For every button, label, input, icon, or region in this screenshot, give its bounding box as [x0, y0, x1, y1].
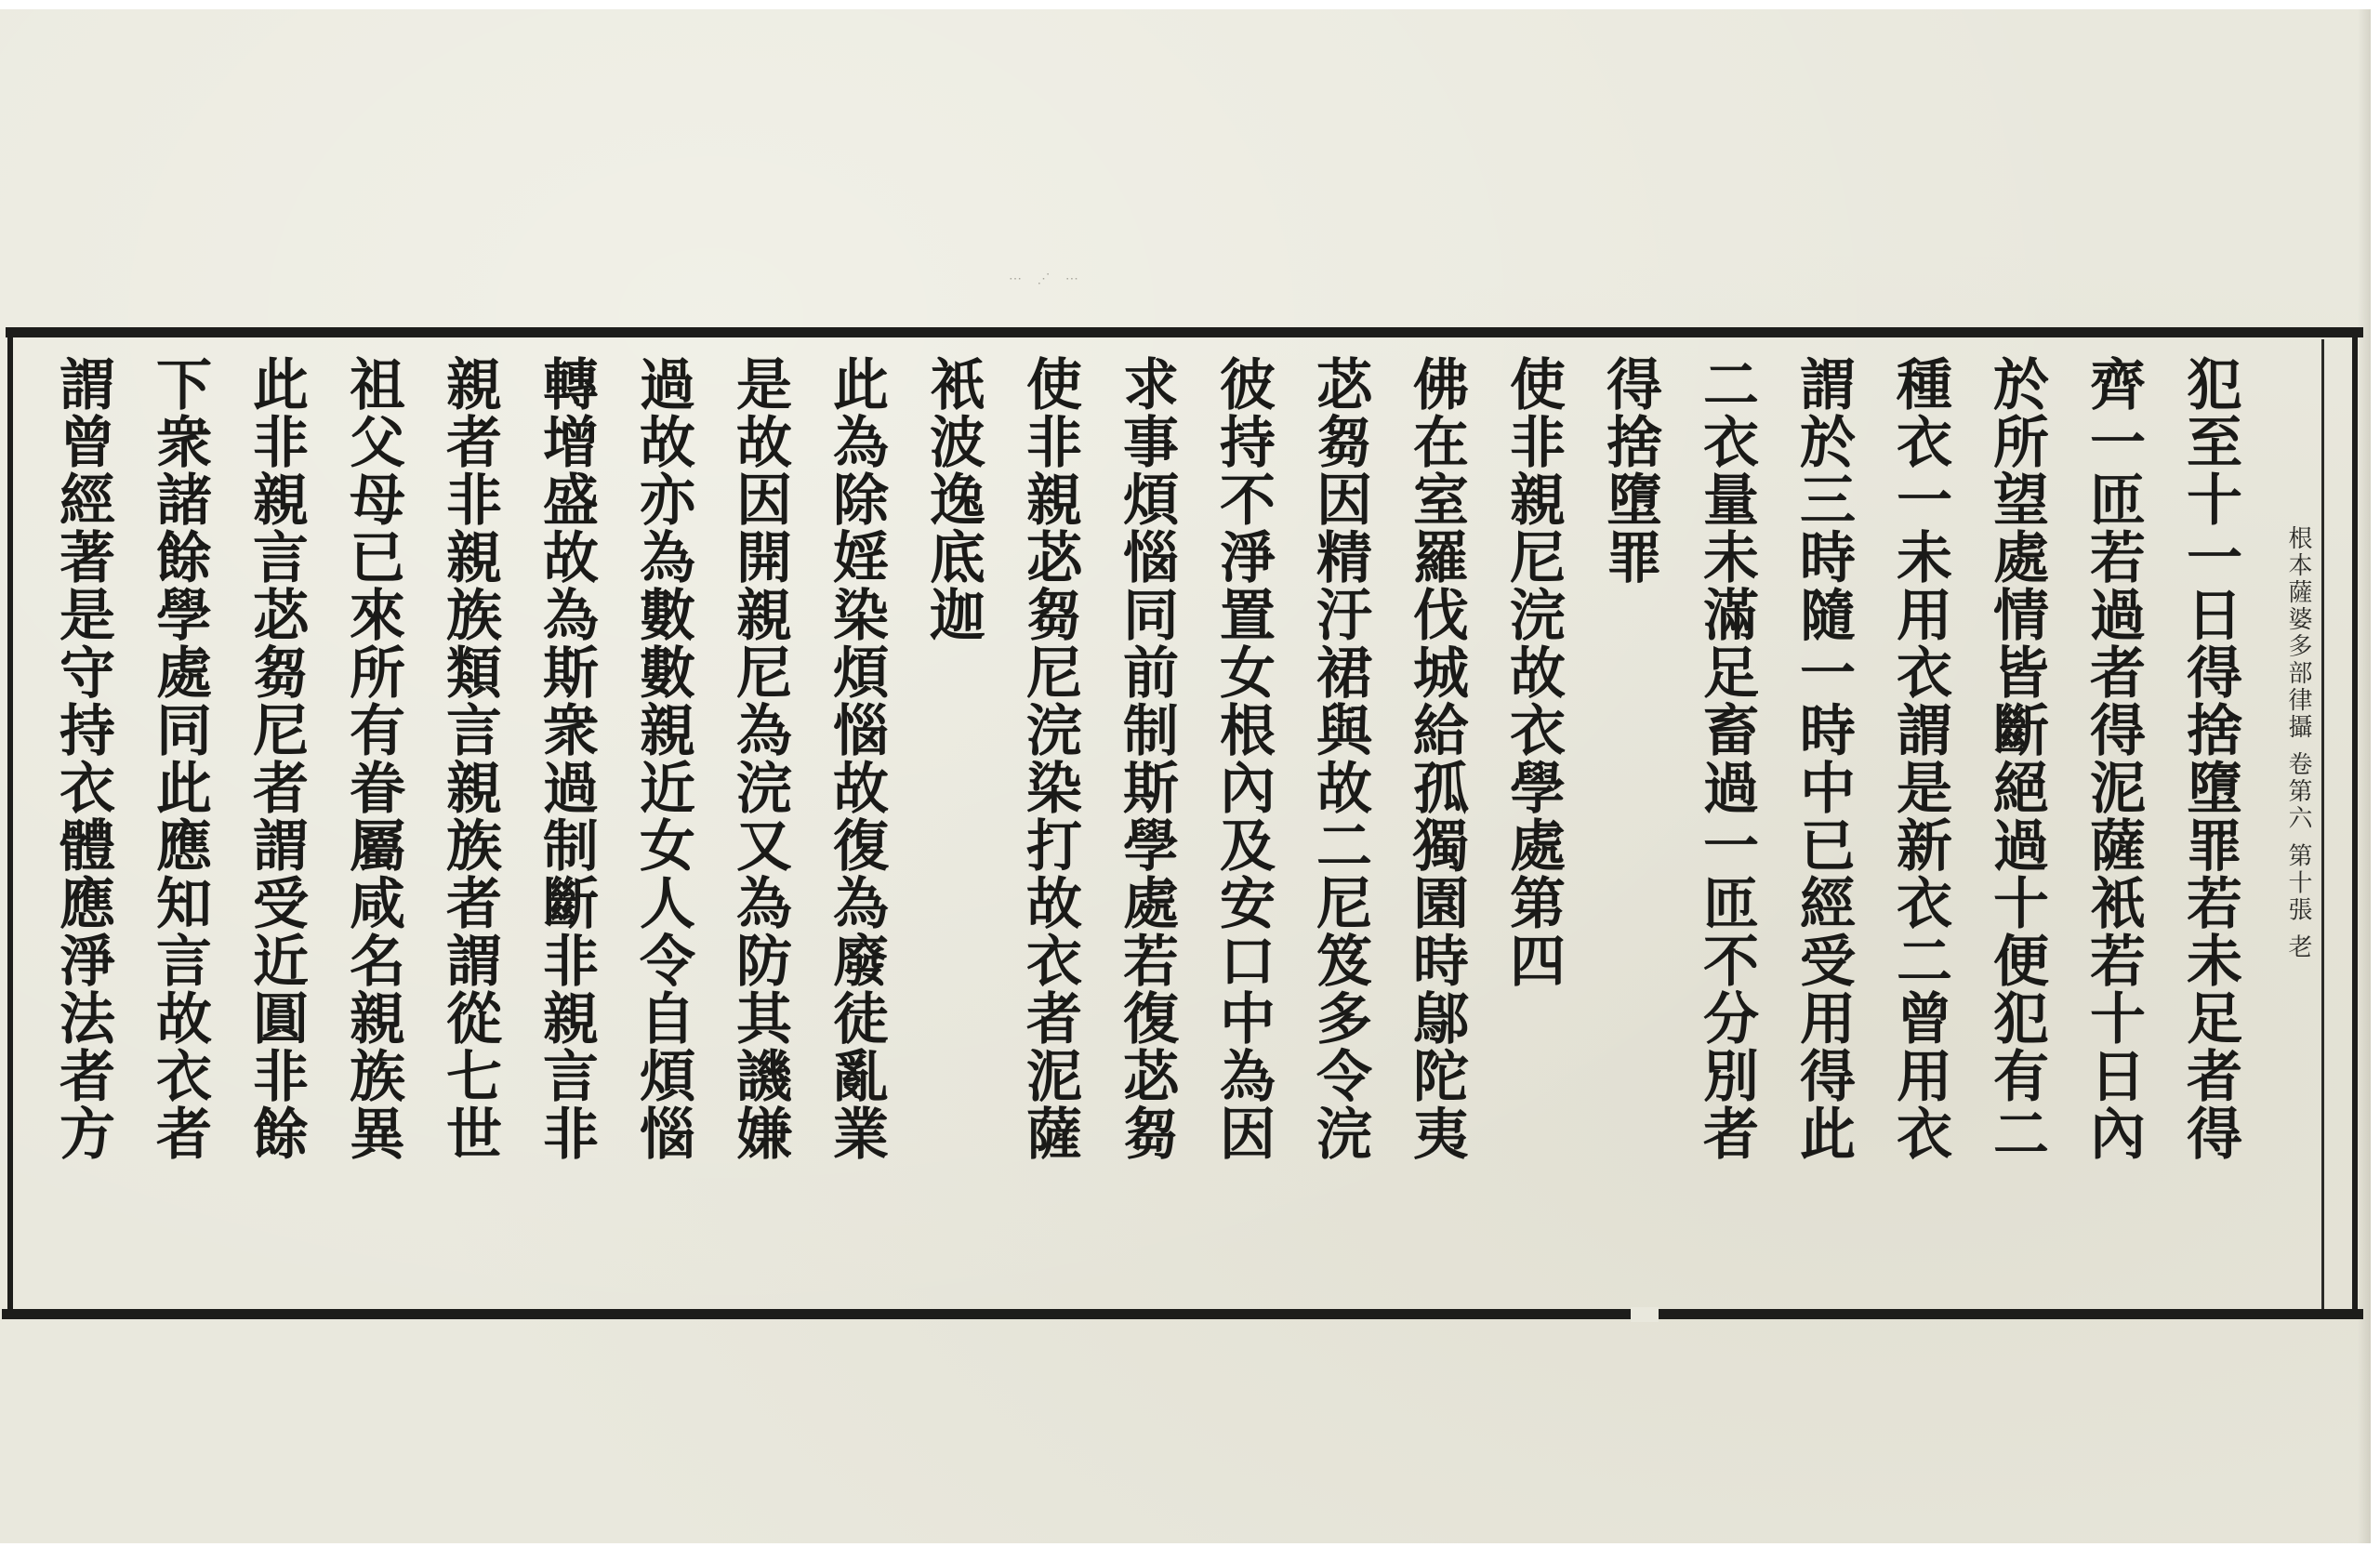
text-column: 祖父母已來所有眷屬咸名親族異 [340, 355, 405, 1162]
text-column: 轉增盛故為斯衆過制斷非親言非 [534, 355, 599, 1162]
text-column: 二衣量未滿足畜過一匝不分別者 [1694, 355, 1759, 1162]
scanned-page [0, 9, 2371, 1543]
text-column: 齊一匝若過者得泥薩衹若十日內 [2081, 355, 2146, 1162]
text-column: 此為除婬染煩惱故復為廢徒亂業 [824, 355, 889, 1162]
text-column: 此非親言苾芻尼者謂受近圓非餘 [244, 355, 309, 1162]
text-column: 謂於三時隨一時中已經受用得此 [1791, 355, 1856, 1162]
text-column: 親者非親族類言親族者謂從七世 [437, 355, 502, 1162]
frame-bottom-border [2, 1309, 2363, 1319]
frame-inner-rule [2321, 339, 2324, 1309]
text-column: 使非親苾芻尼浣染打故衣者泥薩 [1017, 355, 1082, 1162]
text-column: 下衆諸餘學處同此應知言故衣者 [147, 355, 212, 1162]
text-column: 使非親尼浣故衣學處第四 [1501, 355, 1566, 989]
text-column: 過故亦為數數親近女人令自煩惱 [630, 355, 695, 1162]
text-column: 於所望處情皆斷絕過十便犯有二 [1984, 355, 2049, 1162]
text-column: 衹波逸底迦 [920, 355, 985, 643]
text-column: 種衣一未用衣謂是新衣二曾用衣 [1887, 355, 1952, 1162]
text-column: 得捨墮罪 [1597, 355, 1662, 586]
marginal-title: 根本薩婆多部律攝 卷第六 第十張 老 [2284, 525, 2312, 961]
text-column: 佛在室羅伐城給孤獨園時鄔陀夷 [1404, 355, 1469, 1162]
frame-left-border [7, 335, 13, 1313]
frame-bottom-break [1631, 1307, 1659, 1322]
text-column: 是故因開親尼為浣又為防其譏嫌 [727, 355, 792, 1162]
frame-right-border [2352, 335, 2358, 1313]
frame-top-border [6, 327, 2363, 337]
text-column: 苾芻因精汙裙與故二尼笈多令浣 [1307, 355, 1372, 1162]
ink-smudge: ⋯ ⋰ ⋯ [1009, 271, 1084, 286]
text-column: 彼持不淨置女根內及安口中為因 [1210, 355, 1276, 1162]
text-column: 犯至十一日得捨墮罪若未足者得 [2177, 355, 2242, 1162]
text-column: 謂曾經著是守持衣體應淨法者方 [50, 355, 115, 1162]
text-column: 求事煩惱同前制斯學處若復苾芻 [1114, 355, 1179, 1162]
